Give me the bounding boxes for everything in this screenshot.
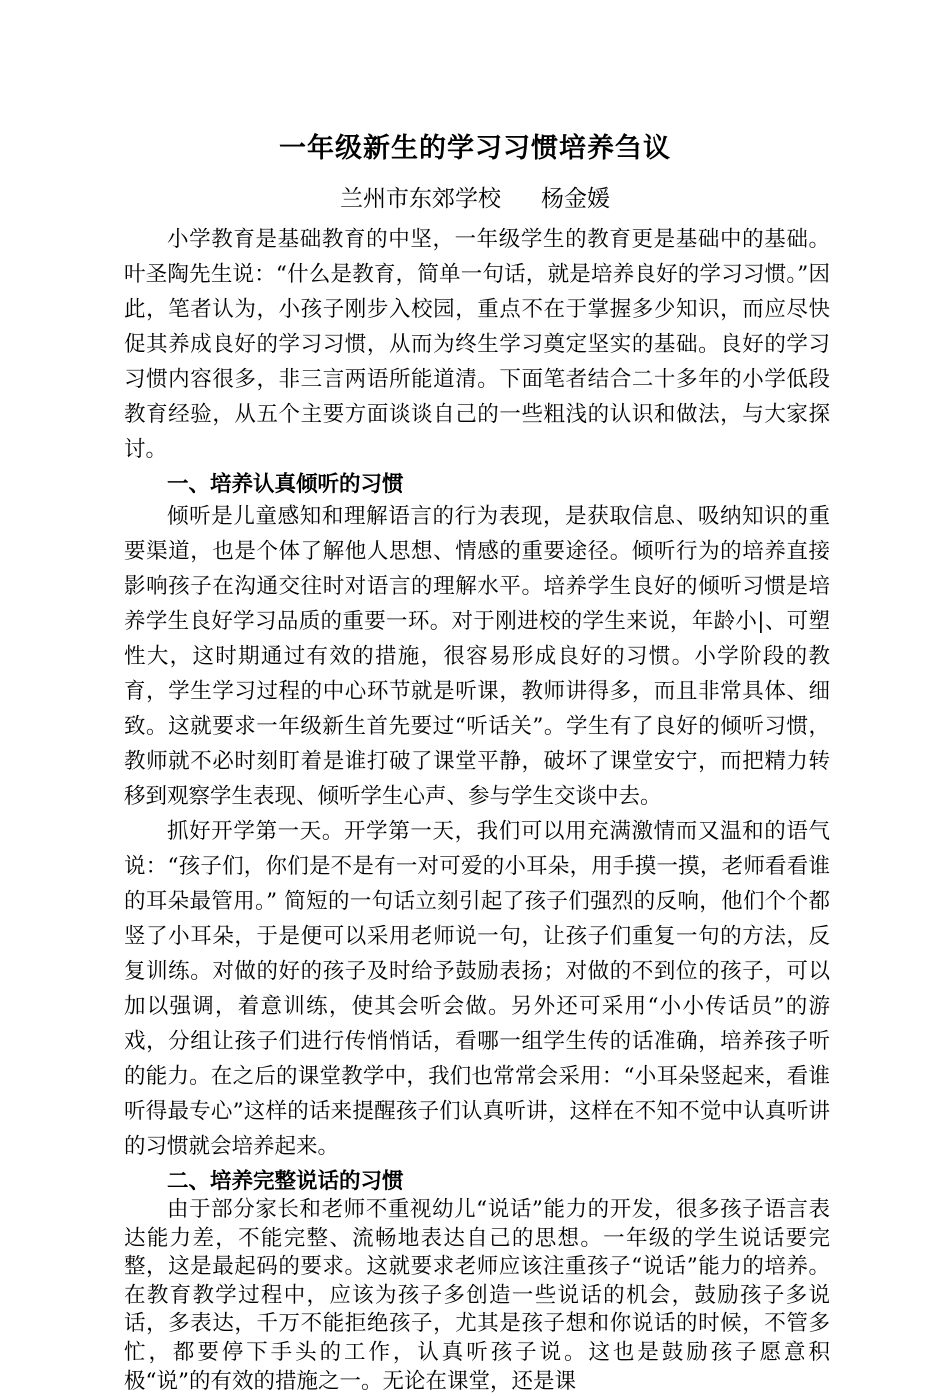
- section-heading-2: 二、培养完整说话的习惯: [167, 1169, 404, 1194]
- section-1-paragraph-2: 抓好开学第一天。开学第一天，我们可以用充满激情而又温和的语气说：“孩子们，你们是不是有一对可爱的小耳朵，用手摸一摸，老师看看谁的耳朵最管用。” 简短的一句话立刻引起了孩子们强烈的反响，他们个个都竖了小耳朵，于是便可以采用老师说一句，让孩子们重复一句的方法，反复训练。对做的好的孩子及时给予鼓励表扬；对做的不到位的孩子，可以加以强调，着意训练，使其会听会做。另外还可采用“小小传话员”的游戏，分组让孩子们进行传悄悄话，看哪一组学生传的话准确，培养孩子听的能力。在之后的课堂教学中，我们也常常会采用：“小耳朵竖起来，看谁听得最专心”这样的话来提醒孩子们认真听讲，这样在不知不觉中认真听讲的习惯就会培养起来。: [124, 819, 830, 1159]
- section-1-paragraph-1: 倾听是儿童感知和理解语言的行为表现，是获取信息、吸纳知识的重要渠道，也是个体了解他人思想、情感的重要途径。倾听行为的培养直接影响孩子在沟通交往时对语言的理解水平。培养学生良好的倾听习惯是培养学生良好学习品质的重要一环。对于刚进校的学生来说，年龄小|、可塑性大，这时期通过有效的措施，很容易形成良好的习惯。小学阶段的教育，学生学习过程的中心环节就是听课，教师讲得多，而且非常具体、细致。这就要求一年级新生首先要过“听话关”。学生有了良好的倾听习惯，教师就不必时刻盯着是谁打破了课堂平静，破坏了课堂安宁，而把精力转移到观察学生表现、倾听学生心声、参与学生交谈中去。: [124, 504, 830, 809]
- school-name: 兰州市东郊学校: [340, 186, 501, 212]
- byline: [0, 184, 950, 214]
- document-title: 一年级新生的学习习惯培养刍议: [279, 133, 671, 164]
- body-text: [124, 222, 830, 1396]
- section-2-paragraph-1: 由于部分家长和老师不重视幼儿“说话”能力的开发，很多孩子语言表达能力差，不能完整、流畅地表达自己的思想。一年级的学生说话要完整，这是最起码的要求。这就要求老师应该注重孩子“说话”能力的培养。在教育教学过程中，应该为孩子多创造一些说话的机会，鼓励孩子多说话，多表达，千万不能拒绝孩子，尤其是孩子想和你说话的时候，不管多忙，都要停下手头的工作，认真听孩子说。这也是鼓励孩子愿意积极“说”的有效的措施之一。无论在课堂，还是课: [124, 1197, 830, 1394]
- section-heading-1: 一、培养认真倾听的习惯: [167, 472, 404, 497]
- intro-paragraph: 小学教育是基础教育的中坚，一年级学生的教育更是基础中的基础。叶圣陶先生说：“什么是教育，简单一句话，就是培养良好的学习习惯。”因此，笔者认为，小孩子刚步入校园，重点不在于掌握多少知识，而应尽快促其养成良好的学习习惯，从而为终生学习奠定坚实的基础。良好的学习习惯内容很多，非三言两语所能道清。下面笔者结合二十多年的小学低段教育经验，从五个主要方面谈谈自己的一些粗浅的认识和做法，与大家探讨。: [124, 227, 830, 462]
- author-name: 杨金媛: [541, 186, 610, 212]
